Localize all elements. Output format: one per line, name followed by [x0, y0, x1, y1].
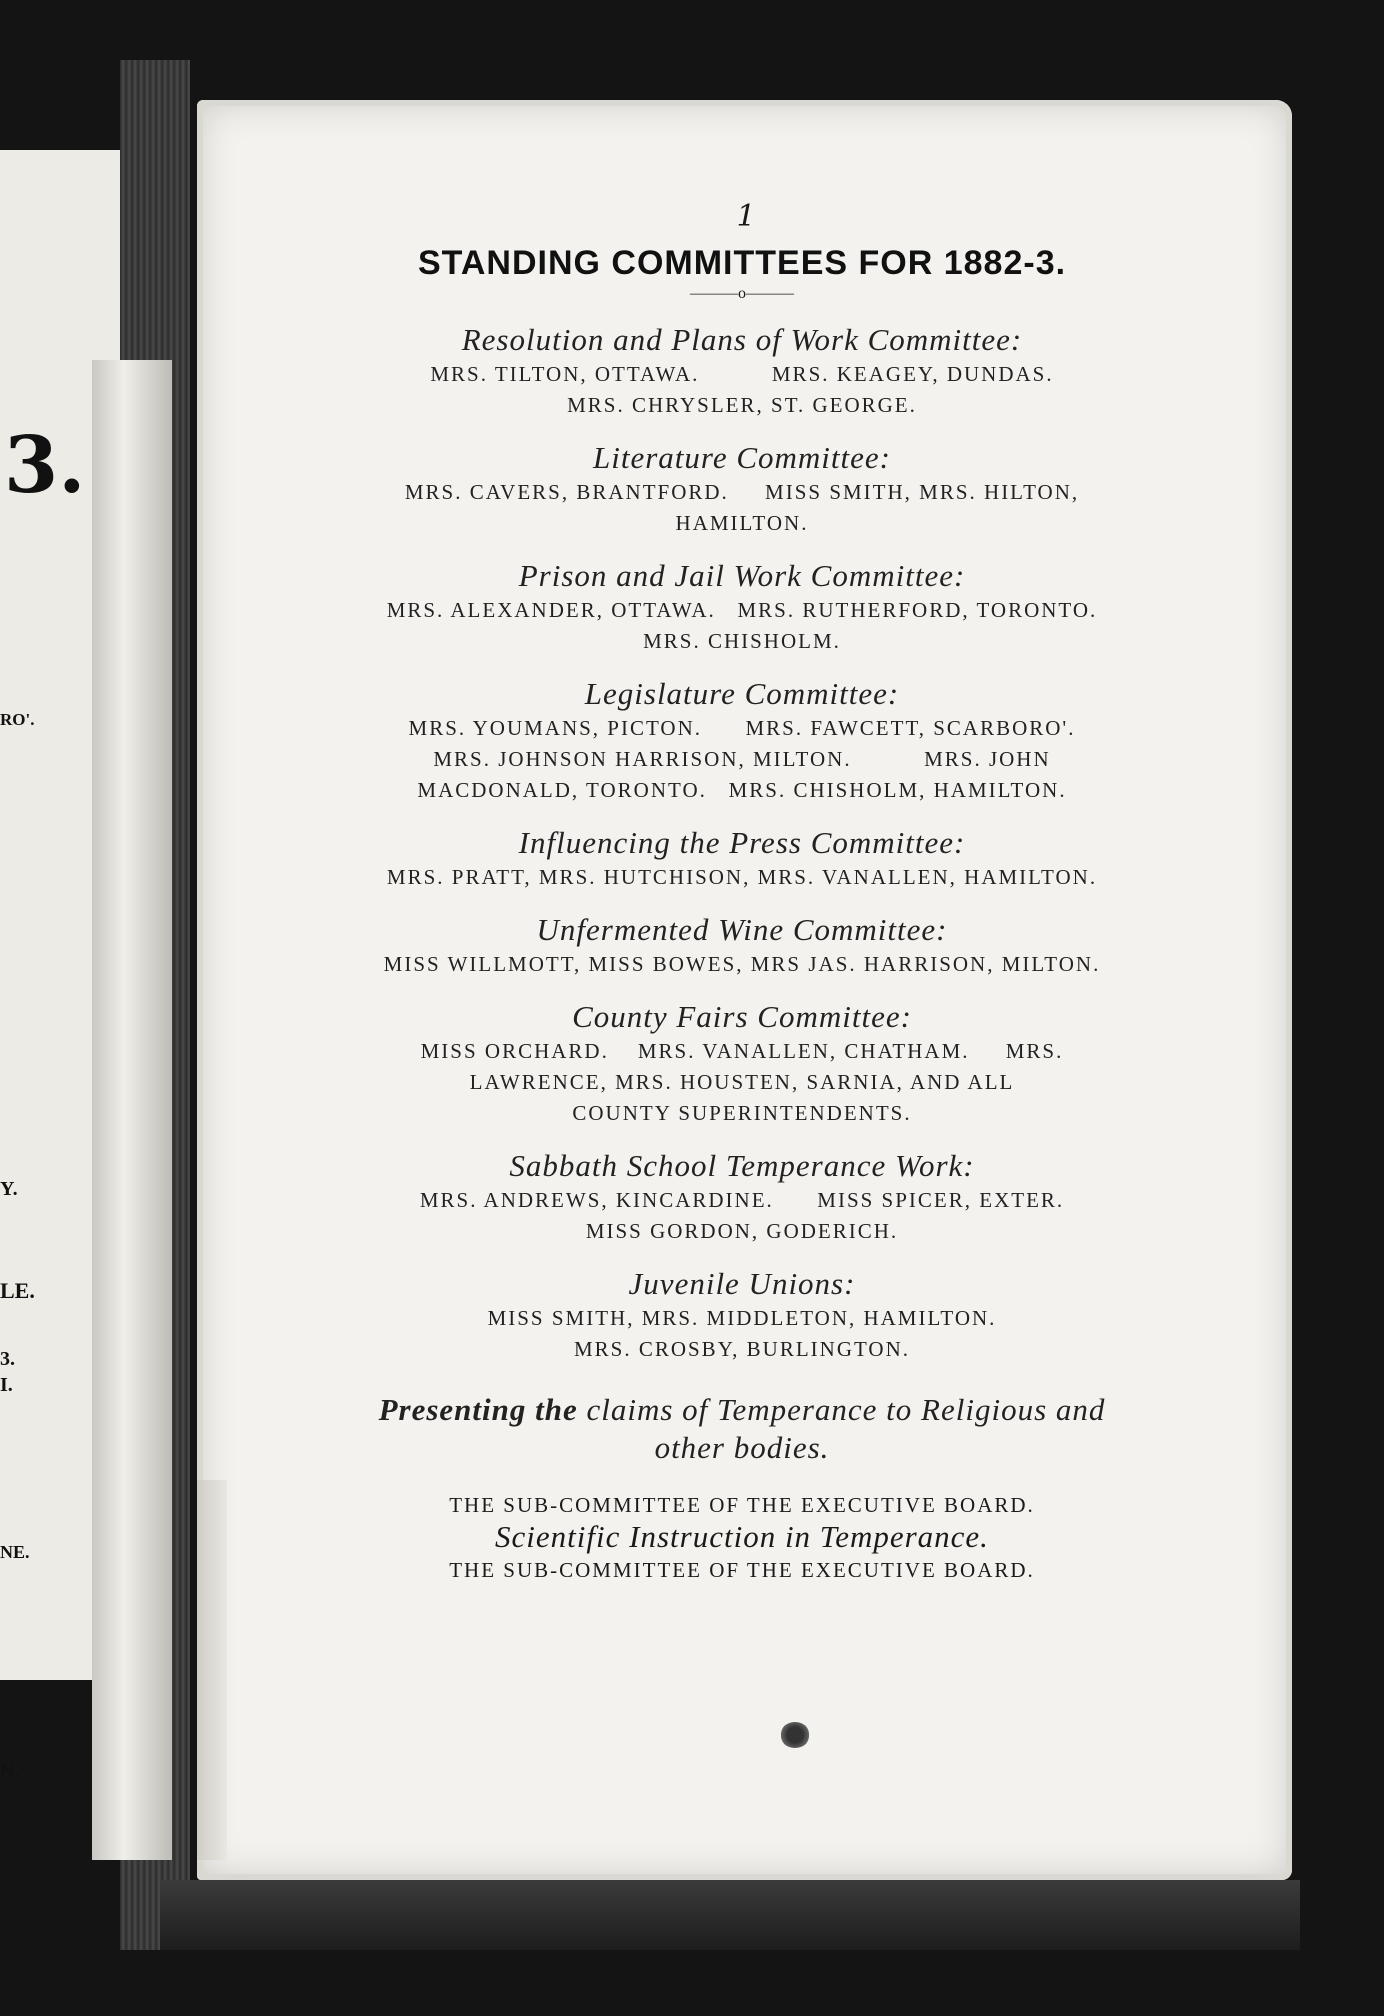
committee-section	[277, 911, 1207, 980]
left-fragment-text: 3.	[0, 1348, 15, 1370]
committee-section	[277, 1147, 1207, 1247]
committee-members-line: HAMILTON.	[675, 511, 809, 535]
left-fragment-text: N.	[0, 1760, 20, 1782]
ink-blot-mark	[780, 1722, 810, 1748]
presenting-heading-line-2: other bodies.	[654, 1430, 830, 1465]
committee-members-line: MISS GORDON, GODERICH.	[585, 1219, 899, 1243]
committee-heading: Unfermented Wine Committee:	[536, 912, 948, 947]
page-number: 1	[736, 199, 756, 234]
left-fragment-text: I.	[0, 1374, 13, 1396]
document-page	[197, 100, 1292, 1880]
presenting-section	[277, 1391, 1207, 1467]
committee-members-line: MRS. TILTON, OTTAWA. MRS. KEAGEY, DUNDAS.	[430, 362, 1054, 386]
left-fragment-text: Y.	[0, 1178, 18, 1200]
committee-members-line: MRS. ANDREWS, KINCARDINE. MISS SPICER, EXTER.	[419, 1188, 1065, 1212]
committee-heading: Sabbath School Temperance Work:	[509, 1148, 975, 1183]
sub-committee-line: THE SUB-COMMITTEE OF THE EXECUTIVE BOARD.	[449, 1493, 1035, 1517]
committee-members-line: MRS. CHRYSLER, ST. GEORGE.	[567, 393, 917, 417]
committee-members-line: MISS ORCHARD. MRS. VANALLEN, CHATHAM. MRS.	[420, 1039, 1064, 1063]
sub-committee-line: THE SUB-COMMITTEE OF THE EXECUTIVE BOARD.	[449, 1558, 1035, 1582]
committee-members-line: MACDONALD, TORONTO. MRS. CHISHOLM, HAMILTON.	[417, 778, 1067, 802]
committee-section	[277, 675, 1207, 806]
page-content	[277, 200, 1207, 1583]
committee-members-line: MRS. PRATT, MRS. HUTCHISON, MRS. VANALLEN, HAMILTON.	[386, 865, 1098, 889]
committee-members-line: MRS. YOUMANS, PICTON. MRS. FAWCETT, SCARBORO'.	[408, 716, 1076, 740]
committee-section	[277, 557, 1207, 657]
committee-members-line: LAWRENCE, MRS. HOUSTEN, SARNIA, AND ALL	[469, 1070, 1015, 1094]
committee-members-line: MRS. CROSBY, BURLINGTON.	[573, 1337, 911, 1361]
committee-members-line: MRS. CAVERS, BRANTFORD. MISS SMITH, MRS. HILTON,	[404, 480, 1080, 504]
committee-members-line: MISS SMITH, MRS. MIDDLETON, HAMILTON.	[487, 1306, 997, 1330]
left-fragment-text: 3.	[4, 420, 86, 511]
presenting-heading	[277, 1391, 1207, 1429]
committee-section	[277, 998, 1207, 1129]
committee-heading: Resolution and Plans of Work Committee:	[461, 322, 1023, 357]
committee-members-line: MISS WILLMOTT, MISS BOWES, MRS JAS. HARRISON, MILTON.	[383, 952, 1101, 976]
committee-section	[277, 824, 1207, 893]
title-ornament: ———o———	[690, 285, 794, 302]
committee-members-line: COUNTY SUPERINTENDENTS.	[572, 1101, 912, 1125]
binding-strip	[92, 360, 172, 1860]
page-title: STANDING COMMITTEES FOR 1882-3.	[417, 244, 1067, 282]
committee-heading: Juvenile Unions:	[628, 1266, 856, 1301]
committee-heading: Influencing the Press Committee:	[518, 825, 966, 860]
committee-members-line: MRS. CHISHOLM.	[643, 629, 841, 653]
committee-heading: Legislature Committee:	[584, 676, 900, 711]
committee-section	[277, 439, 1207, 539]
committee-members-line: MRS. ALEXANDER, OTTAWA. MRS. RUTHERFORD, TORONTO.	[386, 598, 1098, 622]
left-fragment-text: LE.	[0, 1278, 35, 1303]
presenting-lead: Presenting the	[378, 1392, 578, 1427]
book-bottom-edge	[160, 1880, 1300, 1950]
committee-list	[277, 321, 1207, 1365]
scientific-heading: Scientific Instruction in Temperance.	[495, 1519, 989, 1554]
committee-section	[277, 321, 1207, 421]
page-edge-wear	[197, 1480, 227, 1860]
left-fragment-text: RO'.	[0, 710, 35, 729]
committee-members-line: MRS. JOHNSON HARRISON, MILTON. MRS. JOHN	[433, 747, 1051, 771]
left-fragment-text: NE.	[0, 1542, 30, 1562]
presenting-rest: claims of Temperance to Religious and	[586, 1392, 1106, 1427]
committee-heading: Prison and Jail Work Committee:	[518, 558, 966, 593]
committee-heading: Literature Committee:	[593, 440, 891, 475]
committee-heading: County Fairs Committee:	[572, 999, 912, 1034]
committee-section	[277, 1265, 1207, 1365]
